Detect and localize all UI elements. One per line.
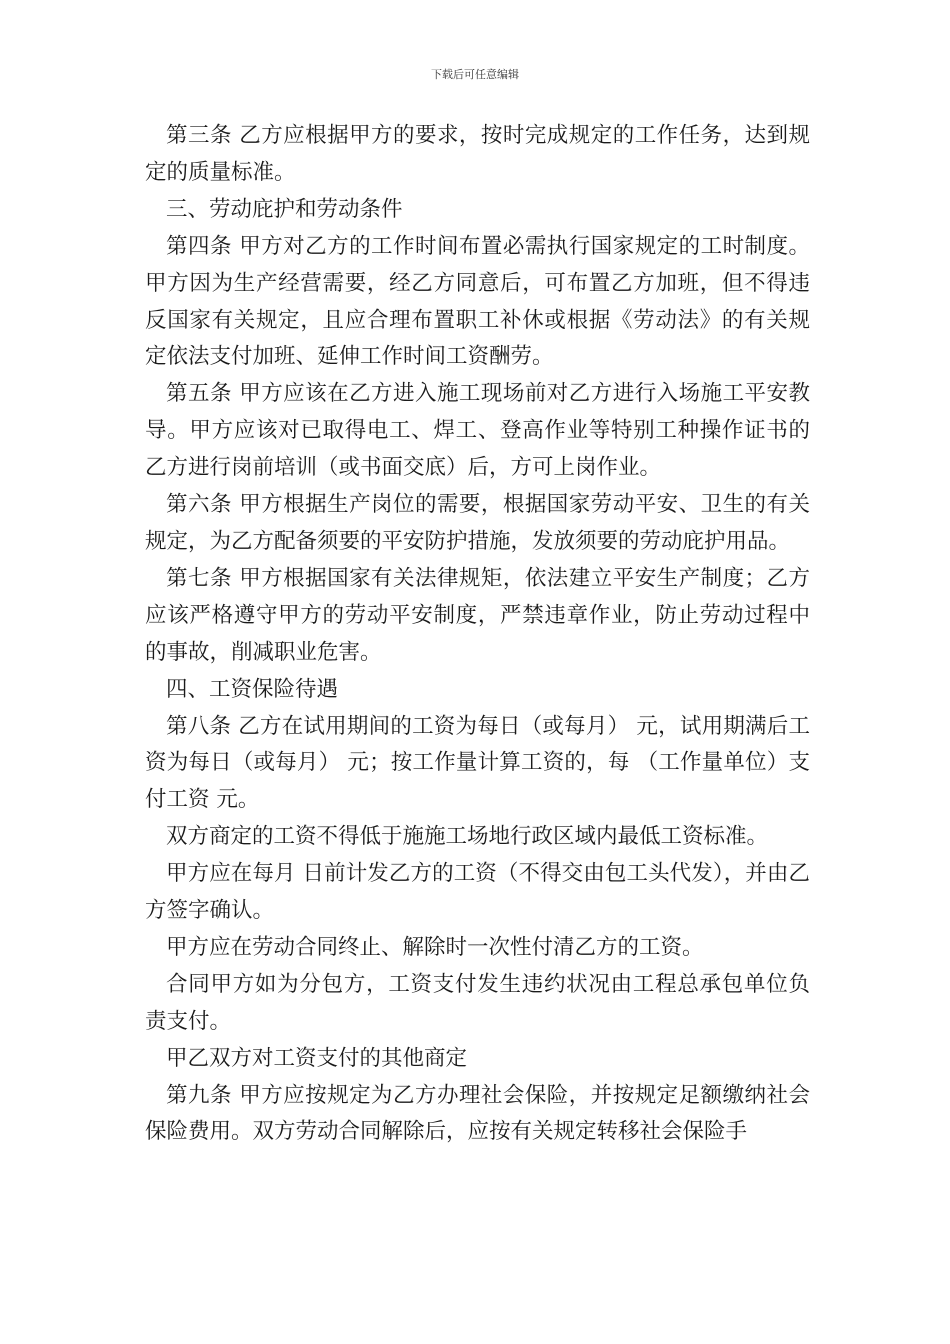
article-8: 第八条 乙方在试用期间的工资为每日（或每月） 元，试用期满后工资为每日（或每月） 元；按工作量计算工资的，每 （工作量单位）支付工资 元。 (145, 713, 810, 813)
document-body (145, 118, 810, 1151)
wage-minimum-paragraph: 双方商定的工资不得低于施施工场地行政区域内最低工资标准。 (166, 824, 769, 850)
wage-other-agreement-paragraph: 甲乙双方对工资支付的其他商定 (166, 1045, 468, 1071)
article-5: 第五条 甲方应该在乙方进入施工现场前对乙方进行入场施工平安教导。甲方应该对已取得电工、焊工、登高作业等特别工种操作证书的乙方进行岗前培训（或书面交底）后，方可上岗作业。 (145, 381, 810, 481)
article-4: 第四条 甲方对乙方的工作时间布置必需执行国家规定的工时制度。甲方因为生产经营需要，经乙方同意后，可布置乙方加班，但不得违反国家有关规定，且应合理布置职工补休或根据《劳动法》的有关规定依法支付加班、延伸工作时间工资酬劳。 (145, 233, 810, 370)
article-6: 第六条 甲方根据生产岗位的需要，根据国家劳动平安、卫生的有关规定，为乙方配备须要的平安防护措施，发放须要的劳动庇护用品。 (145, 492, 810, 554)
article-9: 第九条 甲方应按规定为乙方办理社会保险，并按规定足额缴纳社会保险费用。双方劳动合同解除后，应按有关规定转移社会保险手 (145, 1082, 810, 1145)
article-7: 第七条 甲方根据国家有关法律规矩，依法建立平安生产制度；乙方应该严格遵守甲方的劳动平安制度，严禁违章作业，防止劳动过程中的事故，削减职业危害。 (145, 565, 810, 665)
page-header: 下载后可任意编辑 (431, 68, 519, 81)
article-3: 第三条 乙方应根据甲方的要求，按时完成规定的工作任务，达到规定的质量标准。 (145, 123, 810, 185)
wage-final-payment-paragraph: 甲方应在劳动合同终止、解除时一次性付清乙方的工资。 (166, 934, 704, 960)
section-heading-wages-insurance: 四、工资保险待遇 (166, 676, 339, 702)
wage-payday-paragraph: 甲方应在每月 日前计发乙方的工资（不得交由包工头代发），并由乙方签字确认。 (145, 861, 810, 924)
wage-subcontract-paragraph: 合同甲方如为分包方，工资支付发生违约状况由工程总承包单位负责支付。 (145, 971, 810, 1034)
section-heading-labor-protection: 三、劳动庇护和劳动条件 (166, 196, 403, 222)
